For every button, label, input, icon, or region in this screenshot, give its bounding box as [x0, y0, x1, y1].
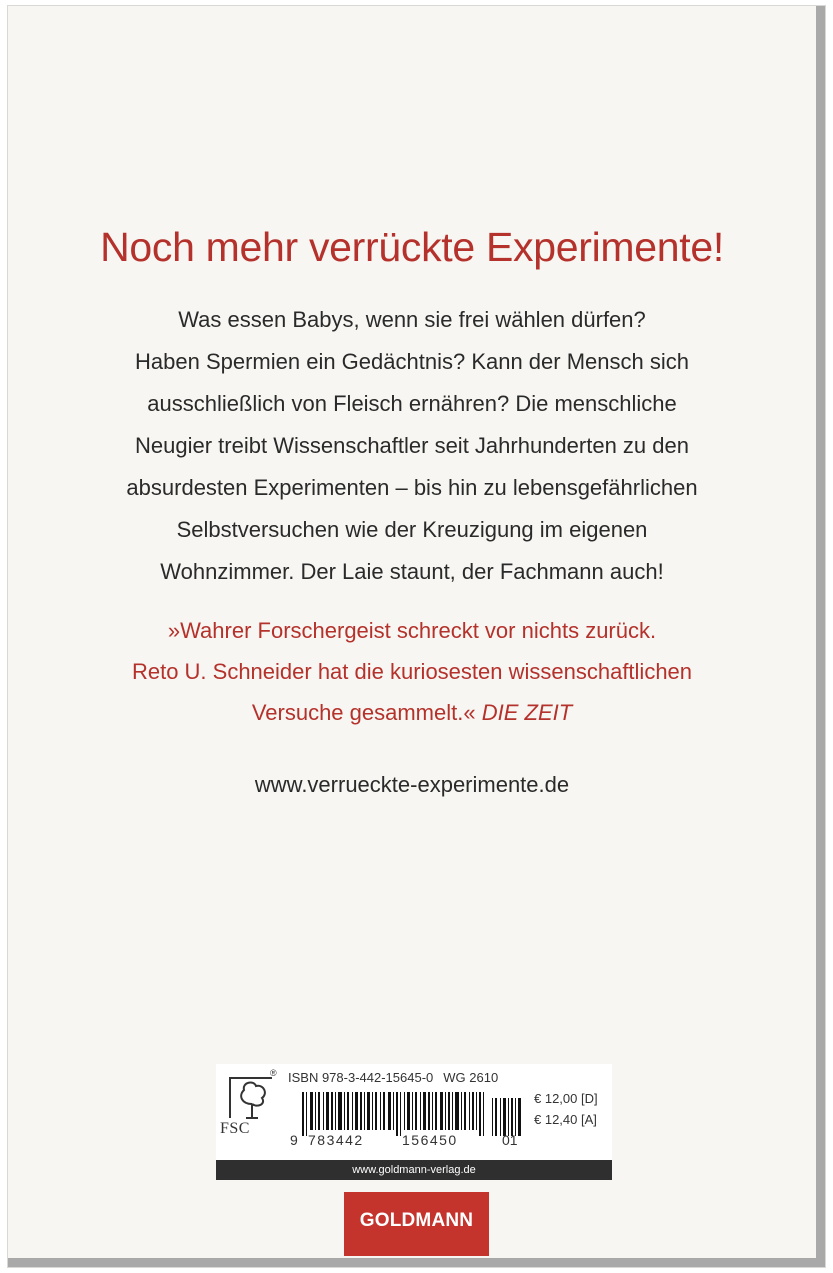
ean-left-digits: 783442: [308, 1132, 364, 1148]
blurb-line: Neugier treibt Wissenschaftler seit Jahrhunderten zu den: [135, 433, 689, 458]
addon-barcode-bars: [492, 1092, 522, 1136]
publisher-url-strip[interactable]: www.goldmann-verlag.de: [216, 1160, 612, 1180]
quote-source: DIE ZEIT: [481, 700, 573, 725]
ean-lead-digit: 9: [290, 1132, 298, 1148]
barcode-bars: [302, 1092, 522, 1136]
isbn: ISBN 978-3-442-15645-0: [288, 1070, 434, 1085]
quote-line: Reto U. Schneider hat die kuriosesten wissenschaftlichen: [131, 659, 693, 684]
blurb-line: ausschließlich von Fleisch ernähren? Die menschliche: [147, 391, 677, 416]
blurb-line: Haben Spermien ein Gedächtnis? Kann der Mensch sich: [135, 349, 689, 374]
press-quote: [48, 610, 776, 733]
blurb-line: absurdesten Experimenten – bis hin zu lebensgefährlichen: [126, 475, 698, 500]
headline: Noch mehr verrückte Experimente!: [100, 224, 724, 270]
ean-right-digits: 156450: [402, 1132, 458, 1148]
quote-line: Versuche gesammelt.«: [251, 700, 476, 725]
blurb-text: [48, 299, 776, 593]
fsc-label: FSC: [220, 1120, 250, 1137]
website-link[interactable]: www.verrueckte-experimente.de: [254, 772, 570, 797]
price-austria: € 12,40 [A]: [534, 1112, 597, 1127]
quote-line: »Wahrer Forschergeist schreckt vor nichts zurück.: [167, 618, 657, 643]
book-back-cover: [8, 6, 825, 1267]
fsc-tree-icon: [224, 1074, 280, 1150]
isbn-line: [288, 1070, 498, 1085]
blurb-line: Was essen Babys, wenn sie frei wählen dürfen?: [178, 307, 646, 332]
barcode-panel: [216, 1064, 612, 1160]
price-germany: € 12,00 [D]: [534, 1091, 598, 1106]
prices: [534, 1088, 598, 1130]
wg-code: WG 2610: [443, 1070, 499, 1085]
publisher-logo: GOLDMANN: [344, 1192, 489, 1256]
blurb-line: Selbstversuchen wie der Kreuzigung im eigenen: [176, 517, 648, 542]
quote-line-final: [48, 692, 776, 733]
blurb-line: Wohnzimmer. Der Laie staunt, der Fachmann auch!: [160, 559, 664, 584]
ean-addon-digits: 01: [502, 1132, 518, 1148]
fsc-registered-mark: ®: [270, 1068, 277, 1078]
